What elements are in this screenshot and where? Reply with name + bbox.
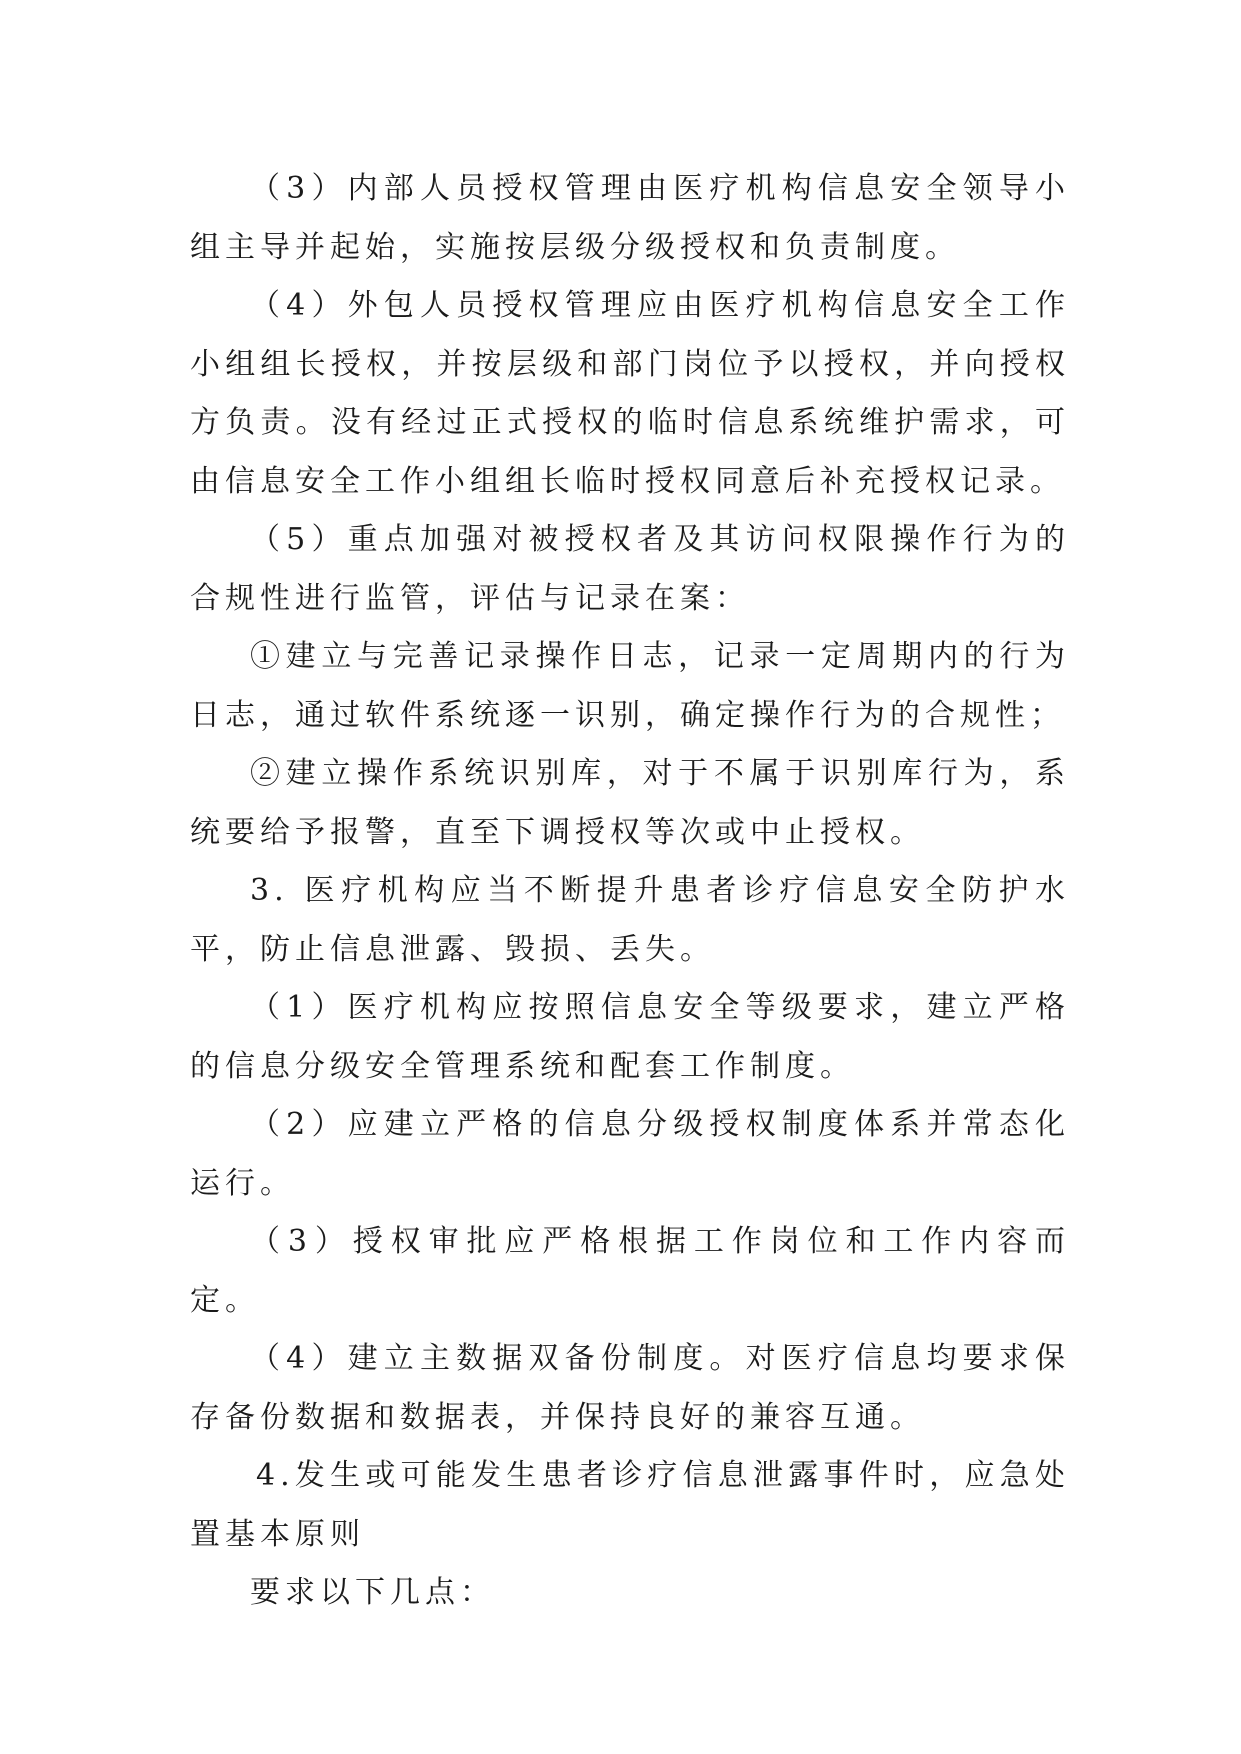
paragraph-identification-library: ②建立操作系统识别库，对于不属于识别库行为，系统要给予报警，直至下调授权等次或中止授权。 bbox=[190, 756, 1070, 850]
paragraph-security-level: （1）医疗机构应按照信息安全等级要求，建立严格的信息分级安全管理系统和配套工作制度。 bbox=[190, 990, 1070, 1084]
paragraph-outsourced-authorization: （4）外包人员授权管理应由医疗机构信息安全工作小组组长授权，并按层级和部门岗位予以授权，并向授权方负责。没有经过正式授权的临时信息系统维护需求，可由信息安全工作小组组长临时授权同意后补充授权记录。 bbox=[190, 288, 1070, 499]
paragraph-internal-authorization: （3）内部人员授权管理由医疗机构信息安全领导小组主导并起始，实施按层级分级授权和负责制度。 bbox=[190, 171, 1070, 265]
paragraph-backup: （4）建立主数据双备份制度。对医疗信息均要求保存备份数据和数据表，并保持良好的兼容互通。 bbox=[190, 1341, 1070, 1435]
paragraph-operation-log: ①建立与完善记录操作日志，记录一定周期内的行为日志，通过软件系统逐一识别，确定操作行为的合规性； bbox=[190, 639, 1070, 733]
paragraph-grading-system: （2）应建立严格的信息分级授权制度体系并常态化运行。 bbox=[190, 1107, 1070, 1201]
paragraph-section-4-heading: 4.发生或可能发生患者诊疗信息泄露事件时，应急处置基本原则 bbox=[190, 1458, 1070, 1552]
paragraph-section-3-heading: 3. 医疗机构应当不断提升患者诊疗信息安全防护水平，防止信息泄露、毁损、丢失。 bbox=[190, 873, 1070, 967]
paragraph-supervision: （5）重点加强对被授权者及其访问权限操作行为的合规性进行监管，评估与记录在案： bbox=[190, 522, 1070, 616]
paragraph-approval: （3）授权审批应严格根据工作岗位和工作内容而定。 bbox=[190, 1224, 1070, 1318]
document-body bbox=[190, 160, 1070, 1623]
paragraph-requirements: 要求以下几点： bbox=[250, 1575, 495, 1610]
